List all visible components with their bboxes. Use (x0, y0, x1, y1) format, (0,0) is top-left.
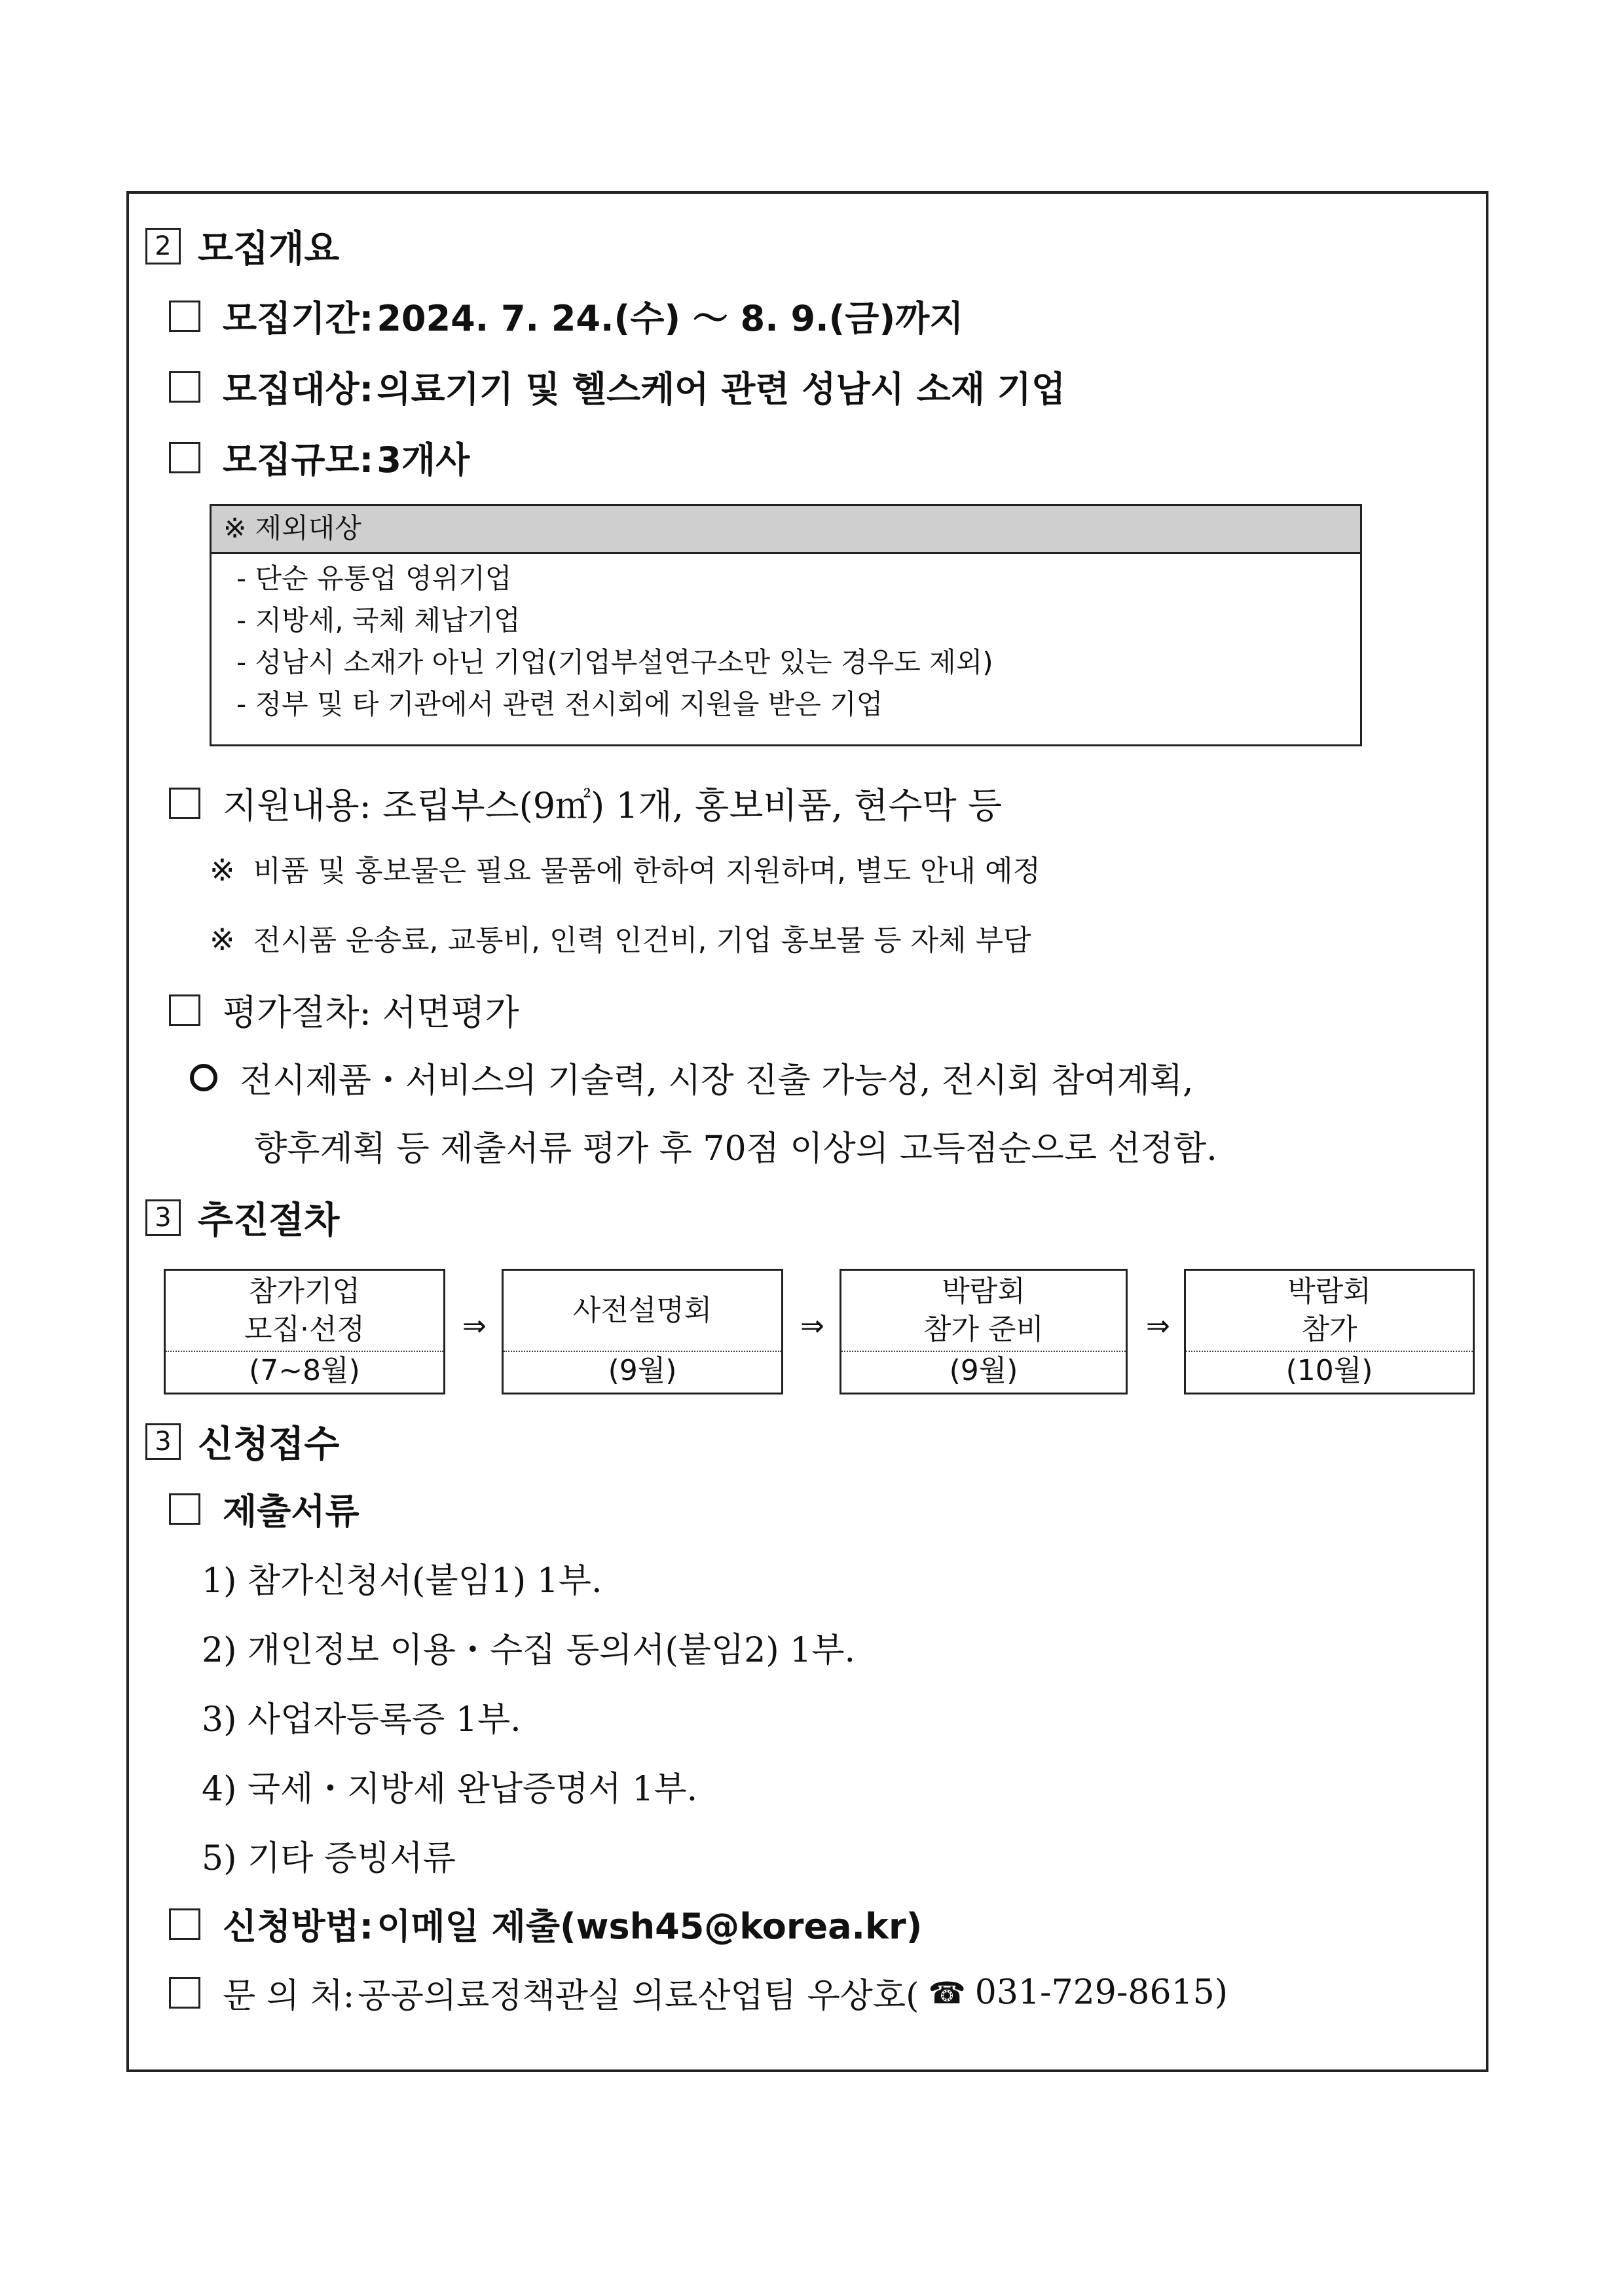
section-number: 3 (145, 1199, 181, 1236)
process-step-3: 박람회 참가 준비 (9월) (840, 1269, 1128, 1394)
process-step-period: (10월) (1285, 1354, 1373, 1387)
checkbox-icon (169, 301, 200, 332)
contact-value: 공공의료정책관실 의료산업팀 우상호( (358, 1977, 919, 2016)
method-row (169, 1899, 922, 1949)
section-title: 모집개요 (198, 228, 340, 270)
section-title: 신청접수 (198, 1423, 340, 1466)
section-number: 2 (145, 228, 181, 264)
phone-icon: ☎ (928, 1975, 966, 2011)
process-step-4: 박람회 참가 (10월) (1184, 1269, 1475, 1394)
doc-item: 4) 국세・지방세 완납증명서 1부. (202, 1770, 698, 1809)
docs-row (169, 1484, 360, 1534)
checkbox-icon (169, 442, 200, 473)
evaluation-row (169, 985, 519, 1035)
process-step-1: 참가기업 모집·선정 (7~8월) (164, 1269, 445, 1394)
method-label: 신청방법: (223, 1906, 374, 1947)
arrow-right-icon: ⇒ (1146, 1309, 1170, 1343)
section-header-recruitment (145, 220, 339, 272)
recruit-target-row (169, 361, 1065, 412)
doc-item: 3) 사업자등록증 1부. (202, 1700, 521, 1740)
doc-item: 1) 참가신청서(붙임1) 1부. (202, 1561, 602, 1601)
note-mark: ※ (210, 852, 235, 888)
exclusion-box (210, 504, 1362, 746)
checkbox-icon (169, 788, 200, 819)
process-step-period: (9월) (949, 1354, 1018, 1387)
method-value: 이메일 제출(wsh45@korea.kr) (377, 1906, 923, 1947)
checkbox-icon (169, 1908, 200, 1940)
checkbox-icon (169, 1977, 200, 2009)
circle-bullet-icon (190, 1064, 217, 1091)
exclusion-item: - 지방세, 국체 체납기업 (236, 604, 521, 636)
contact-row (169, 1968, 1228, 2017)
process-step-period: (9월) (608, 1354, 677, 1387)
section-title: 추진절차 (198, 1199, 340, 1242)
exclusion-item: - 성남시 소재가 아닌 기업(기업부설연구소만 있는 경우도 제외) (236, 646, 993, 678)
recruit-scale-row (169, 432, 470, 483)
note-text: 비품 및 홍보물은 필요 물품에 한하여 지원하며, 별도 안내 예정 (253, 854, 1041, 888)
process-step-2: 사전설명회 (9월) (502, 1269, 783, 1394)
checkbox-icon (169, 994, 200, 1026)
note-self-burden (210, 917, 1031, 958)
recruit-period-row (169, 291, 963, 341)
contact-label: 문 의 처: (223, 1977, 355, 2016)
exclusion-header: ※ 제외대상 (212, 506, 1360, 554)
evaluation-text: 평가절차: 서면평가 (223, 992, 519, 1033)
target-label: 모집대상: (223, 369, 374, 410)
arrow-right-icon: ⇒ (800, 1309, 824, 1343)
section-header-application (145, 1415, 339, 1468)
checkbox-icon (169, 371, 200, 403)
section-number: 3 (145, 1423, 181, 1460)
evaluation-detail-line2: 향후계획 등 제출서류 평가 후 70점 이상의 고득점순으로 선정함. (254, 1129, 1217, 1169)
process-step-period: (7~8월) (249, 1354, 360, 1387)
scale-label: 모집규모: (223, 439, 374, 481)
support-row (169, 778, 1002, 828)
support-text: 지원내용: 조립부스(9㎡) 1개, 홍보비품, 현수막 등 (223, 785, 1002, 826)
arrow-right-icon: ⇒ (462, 1309, 487, 1343)
checkbox-icon (169, 1493, 200, 1525)
evaluation-detail-line1: 전시제품・서비스의 기술력, 시장 진출 가능성, 전시회 참여계획, (190, 1053, 1194, 1102)
exclusion-item: - 단순 유통업 영위기업 (236, 562, 512, 594)
period-value: 2024. 7. 24.(수) ～ 8. 9.(금)까지 (377, 298, 964, 339)
section-header-process (145, 1192, 339, 1244)
note-mark: ※ (210, 922, 235, 957)
contact-phone: 031-729-8615) (974, 1973, 1228, 2013)
note-text: 전시품 운송료, 교통비, 인력 인건비, 기업 홍보물 등 자체 부담 (253, 924, 1031, 957)
doc-item: 5) 기타 증빙서류 (202, 1839, 456, 1878)
scale-value: 3개사 (377, 439, 470, 481)
period-label: 모집기간: (223, 298, 374, 339)
note-supplies (210, 847, 1041, 889)
doc-item: 2) 개인정보 이용・수집 동의서(붙임2) 1부. (202, 1631, 856, 1670)
exclusion-item: - 정부 및 타 기관에서 관련 전시회에 지원을 받은 기업 (236, 688, 883, 720)
docs-title: 제출서류 (223, 1491, 360, 1532)
target-value: 의료기기 및 헬스케어 관련 성남시 소재 기업 (377, 369, 1066, 410)
